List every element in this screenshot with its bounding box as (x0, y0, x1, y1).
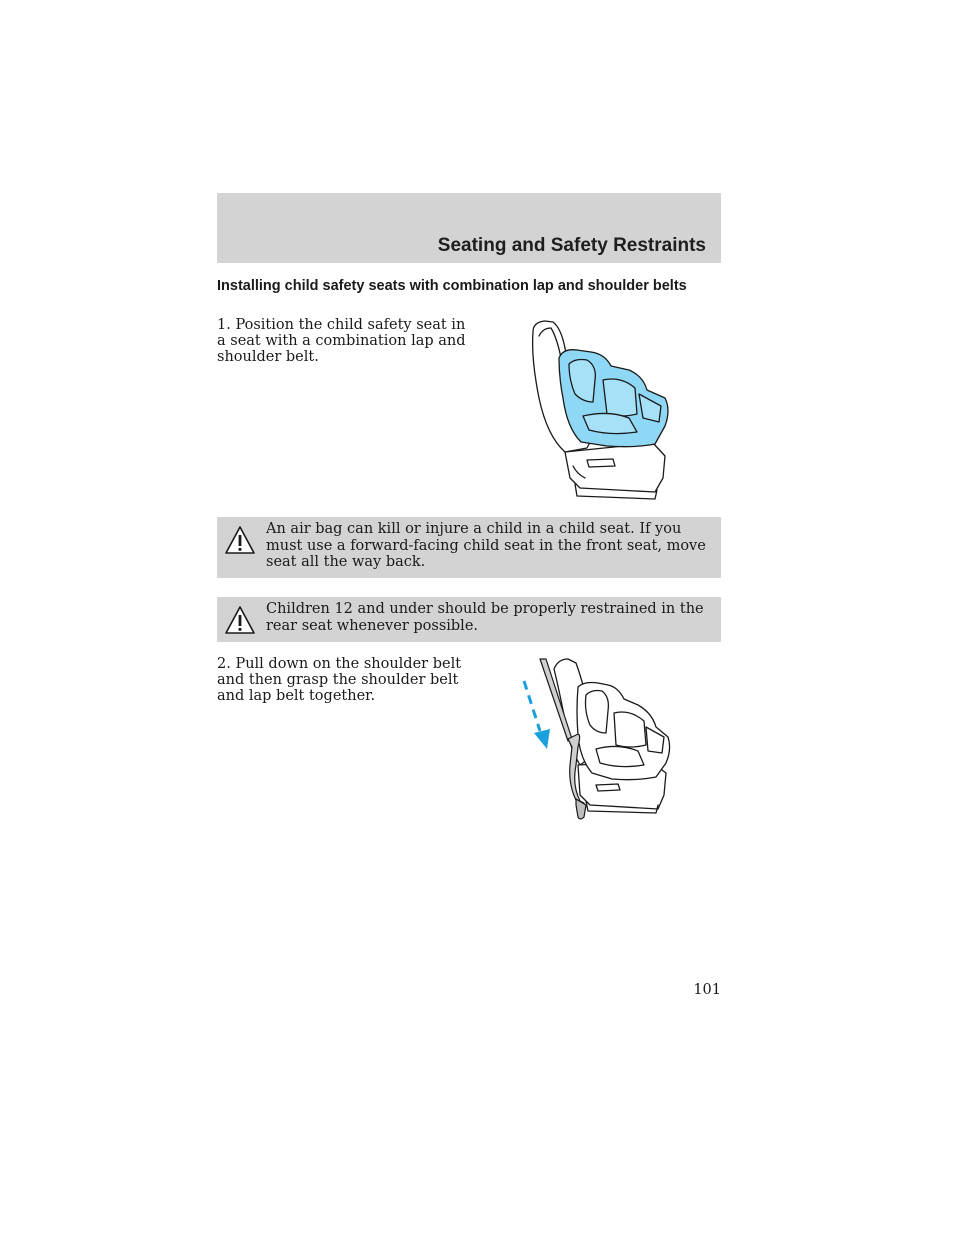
warning-text: Children 12 and under should be properly restrained in the rear seat whenever possible. (266, 601, 704, 634)
step-1-text: 1. Position the child safety seat in a seat with a combination lap and shoulder belt. (217, 317, 466, 365)
section-heading: Installing child safety seats with combination lap and shoulder belts (217, 278, 687, 294)
page-number: 101 (693, 982, 721, 998)
page-title: Seating and Safety Restraints (437, 235, 706, 256)
warning-box-airbag (217, 517, 721, 578)
child-seat-in-vehicle-seat-illustration (525, 318, 675, 500)
header-band (217, 193, 721, 263)
warning-text: An air bag can kill or injure a child in a child seat. If you must use a forward-facing child seat in the front seat, move seat all the way back. (266, 521, 706, 570)
warning-triangle-icon (224, 524, 256, 556)
warning-triangle-icon (224, 604, 256, 636)
warning-box-children (217, 597, 721, 642)
step-2-text: 2. Pull down on the shoulder belt and then grasp the shoulder belt and lap belt together. (217, 656, 462, 704)
shoulder-belt-pull-illustration (520, 655, 675, 823)
